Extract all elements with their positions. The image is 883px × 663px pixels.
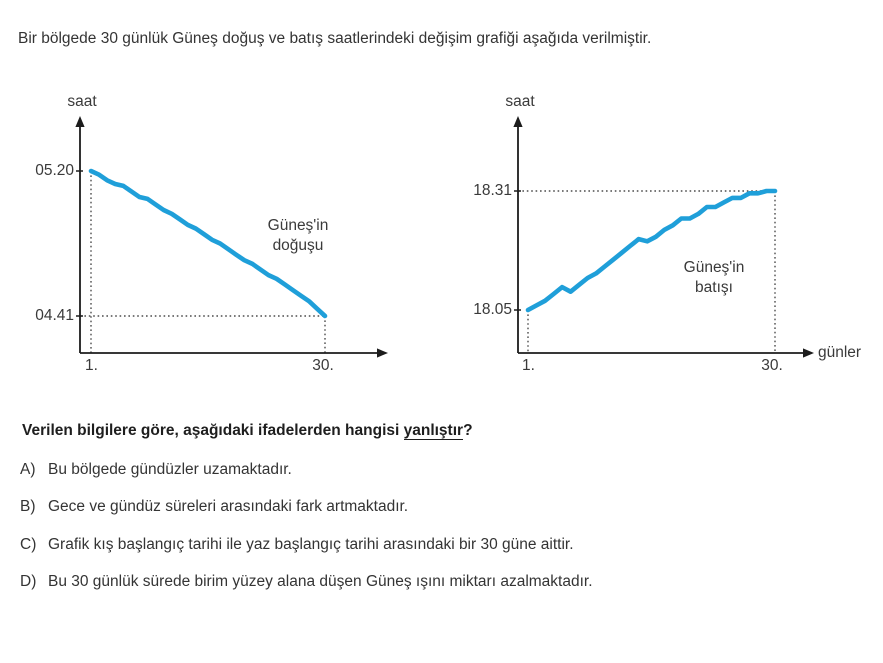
option-b-letter: B) (20, 498, 36, 515)
sunset-xtick-first: 1. (522, 357, 535, 374)
option-b (20, 498, 408, 516)
intro-text: Bir bölgede 30 günlük Güneş doğuş ve batış saatlerindeki değişim grafiği aşağıda verilmiştir. (18, 30, 652, 47)
sunrise-series-label: Güneş'in doğuşu (267, 217, 329, 254)
sunrise-ytick-bottom: 04.41 (35, 307, 74, 324)
question-text (22, 422, 473, 440)
question-prefix: Verilen bilgilere göre, aşağıdaki ifadelerden hangisi (22, 422, 404, 439)
option-a (20, 461, 292, 479)
sunset-xtick-last: 30. (761, 357, 783, 374)
sunset-x-axis-label: günler (818, 344, 862, 361)
option-d (20, 573, 593, 591)
sunrise-ytick-top: 05.20 (35, 162, 74, 179)
question-underlined-word: yanlıştır (403, 422, 464, 439)
sunrise-xtick-last: 30. (312, 357, 334, 374)
sunrise-y-axis-arrow (75, 116, 84, 127)
sunrise-x-axis-arrow (377, 348, 388, 357)
sunrise-y-axis-label: saat (67, 93, 97, 110)
sunset-ytick-top: 18.31 (473, 182, 512, 199)
option-c-text: Grafik kış başlangıç tarihi ile yaz başlangıç tarihi arasındaki bir 30 güne aittir. (48, 536, 574, 553)
option-c (20, 536, 574, 554)
sunset-x-axis-arrow (803, 348, 814, 357)
option-d-text: Bu 30 günlük sürede birim yüzey alana düşen Güneş ışını miktarı azalmaktadır. (48, 573, 593, 590)
sunset-y-axis-label: saat (505, 93, 535, 110)
option-b-text: Gece ve gündüz süreleri arasındaki fark artmaktadır. (48, 498, 409, 515)
option-a-letter: A) (20, 461, 36, 478)
sunset-y-axis-arrow (513, 116, 522, 127)
question-suffix: ? (463, 422, 473, 439)
sunset-ytick-bottom: 18.05 (473, 301, 512, 318)
sunrise-xtick-first: 1. (85, 357, 98, 374)
sunset-series-label: Güneş'in batışı (683, 259, 745, 296)
option-d-letter: D) (20, 573, 37, 590)
option-c-letter: C) (20, 536, 37, 553)
option-a-text: Bu bölgede gündüzler uzamaktadır. (48, 461, 292, 478)
